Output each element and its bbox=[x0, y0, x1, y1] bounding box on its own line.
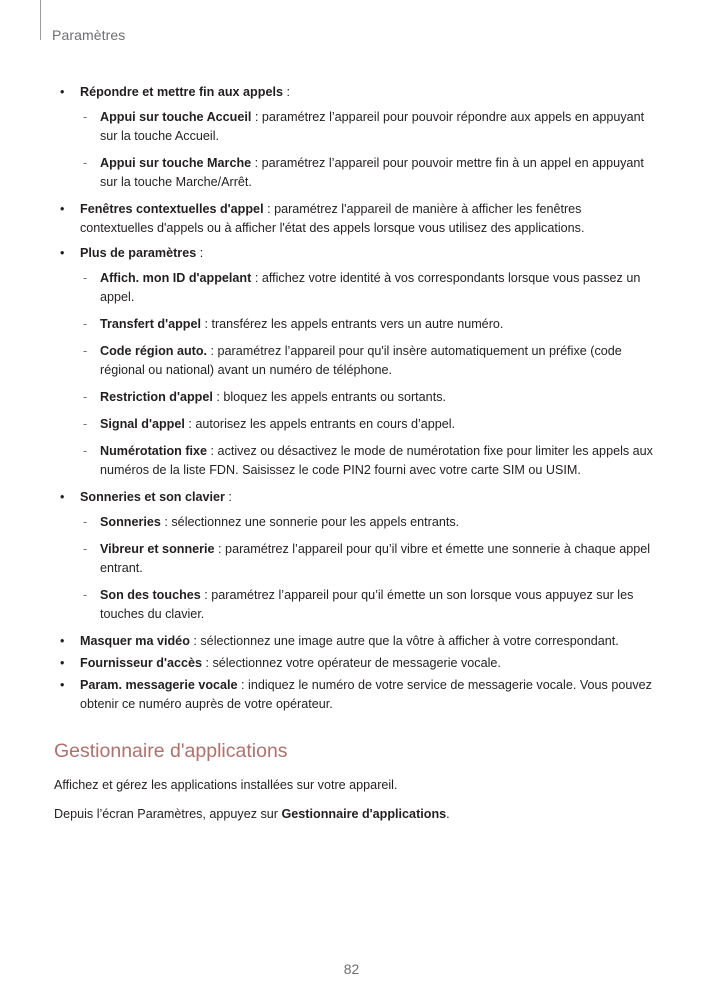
bullet-icon: • bbox=[60, 246, 65, 260]
item-term: Fenêtres contextuelles d'appel bbox=[80, 202, 264, 216]
dash-icon: - bbox=[83, 444, 88, 458]
sub-item-term: Affich. mon ID d'appelant bbox=[100, 271, 252, 285]
section-title: Gestionnaire d'applications bbox=[54, 740, 288, 762]
sub-list-item bbox=[80, 315, 654, 334]
dash-icon: - bbox=[83, 588, 88, 602]
list-item bbox=[54, 632, 654, 651]
item-term: Sonneries et son clavier bbox=[80, 490, 225, 504]
sub-list-item bbox=[80, 513, 654, 532]
sub-list-item bbox=[80, 415, 654, 434]
sub-list-item bbox=[80, 269, 654, 307]
bullet-icon: • bbox=[60, 634, 65, 648]
bullet-icon: • bbox=[60, 656, 65, 670]
item-desc: : bbox=[196, 246, 204, 260]
instruction-menu-name: Gestionnaire d'applications bbox=[281, 807, 447, 821]
sub-list bbox=[80, 269, 654, 480]
item-desc: : paramétrez l'appareil de manière à afficher les fenêtres contextuelles d'appels ou à afficher l'état des appels lorsque vous utilisez des applications. bbox=[80, 202, 585, 235]
sub-list-item bbox=[80, 442, 654, 480]
sub-list bbox=[80, 108, 654, 192]
dash-icon: - bbox=[83, 317, 88, 331]
sub-item-term: Appui sur touche Marche bbox=[100, 156, 252, 170]
list-item bbox=[54, 676, 654, 714]
sub-item-term: Restriction d'appel bbox=[100, 390, 213, 404]
list-item bbox=[54, 83, 654, 192]
sub-list bbox=[80, 513, 654, 624]
section-paragraph: Affichez et gérez les applications installées sur votre appareil. bbox=[54, 778, 398, 792]
item-desc: : sélectionnez votre opérateur de messagerie vocale. bbox=[201, 656, 501, 670]
instruction-end: . bbox=[446, 807, 450, 821]
sub-item-term: Code région auto. bbox=[100, 344, 208, 358]
list-item bbox=[54, 244, 654, 480]
dash-icon: - bbox=[83, 390, 88, 404]
sub-list-item bbox=[80, 342, 654, 380]
dash-icon: - bbox=[83, 542, 88, 556]
sub-item-term: Signal d'appel bbox=[100, 417, 185, 431]
sub-list-item bbox=[80, 388, 654, 407]
sub-item-desc: : activez ou désactivez le mode de numérotation fixe pour limiter les appels aux numéros de la liste FDN. Saisissez le code PIN2 fourni avec votre carte SIM ou USIM. bbox=[100, 444, 653, 477]
sub-item-desc: : bloquez les appels entrants ou sortants. bbox=[212, 390, 446, 404]
dash-icon: - bbox=[83, 417, 88, 431]
sub-item-desc: : transférez les appels entrants vers un autre numéro. bbox=[200, 317, 504, 331]
sub-list-item bbox=[80, 540, 654, 578]
dash-icon: - bbox=[83, 271, 88, 285]
item-desc: : indiquez le numéro de votre service de messagerie vocale. Vous pouvez obtenir ce numéro auprès de votre opérateur. bbox=[80, 678, 652, 711]
sub-item-desc: : sélectionnez une sonnerie pour les appels entrants. bbox=[160, 515, 460, 529]
page-number: 82 bbox=[343, 961, 360, 977]
sub-item-desc: : paramétrez l’appareil pour qu’il vibre et émette une sonnerie à chaque appel entrant. bbox=[100, 542, 651, 575]
dash-icon: - bbox=[83, 110, 88, 124]
sub-item-desc: : affichez votre identité à vos correspondants lorsque vous passez un appel. bbox=[100, 271, 641, 304]
item-term: Param. messagerie vocale bbox=[80, 678, 238, 692]
page-header-title: Paramètres bbox=[52, 27, 126, 43]
sub-item-desc: : paramétrez l’appareil pour pouvoir mettre fin à un appel en appuyant sur la touche Marche/Arrêt. bbox=[100, 156, 644, 189]
sub-list-item bbox=[80, 586, 654, 624]
item-term: Fournisseur d'accès bbox=[80, 656, 202, 670]
sub-item-desc: : paramétrez l’appareil pour qu’il émette un son lorsque vous appuyez sur les touches du clavier. bbox=[100, 588, 634, 621]
list-item bbox=[54, 488, 654, 624]
item-desc: : bbox=[224, 490, 232, 504]
sub-item-term: Appui sur touche Accueil bbox=[100, 110, 252, 124]
page-content bbox=[54, 83, 654, 834]
sub-item-term: Numérotation fixe bbox=[100, 444, 208, 458]
list-item bbox=[54, 200, 654, 238]
sub-item-term: Transfert d'appel bbox=[100, 317, 201, 331]
section-instruction bbox=[54, 805, 654, 824]
bullet-icon: • bbox=[60, 678, 65, 692]
item-term: Plus de paramètres bbox=[80, 246, 197, 260]
item-term: Masquer ma vidéo bbox=[80, 634, 190, 648]
sub-list-item bbox=[80, 108, 654, 146]
sub-item-desc: : paramétrez l’appareil pour qu'il insère automatiquement un préfixe (code régional ou national) avant un numéro de téléphone. bbox=[100, 344, 622, 377]
bullet-icon: • bbox=[60, 202, 65, 216]
dash-icon: - bbox=[83, 156, 88, 170]
item-desc: : sélectionnez une image autre que la vôtre à afficher à votre correspondant. bbox=[189, 634, 619, 648]
sub-list-item bbox=[80, 154, 654, 192]
sub-item-term: Vibreur et sonnerie bbox=[100, 542, 215, 556]
instruction-text: Depuis l’écran Paramètres, appuyez sur bbox=[54, 807, 282, 821]
dash-icon: - bbox=[83, 515, 88, 529]
sub-item-desc: : autorisez les appels entrants en cours d’appel. bbox=[184, 417, 456, 431]
dash-icon: - bbox=[83, 344, 88, 358]
item-desc: : bbox=[282, 85, 290, 99]
sub-item-term: Sonneries bbox=[100, 515, 161, 529]
list-item bbox=[54, 654, 654, 673]
item-term: Répondre et mettre fin aux appels bbox=[80, 85, 283, 99]
bullet-icon: • bbox=[60, 490, 65, 504]
header-corner-rule bbox=[40, 0, 41, 40]
sub-item-term: Son des touches bbox=[100, 588, 201, 602]
settings-list bbox=[54, 83, 654, 714]
sub-item-desc: : paramétrez l’appareil pour pouvoir répondre aux appels en appuyant sur la touche Accueil. bbox=[100, 110, 645, 143]
bullet-icon: • bbox=[60, 85, 65, 99]
